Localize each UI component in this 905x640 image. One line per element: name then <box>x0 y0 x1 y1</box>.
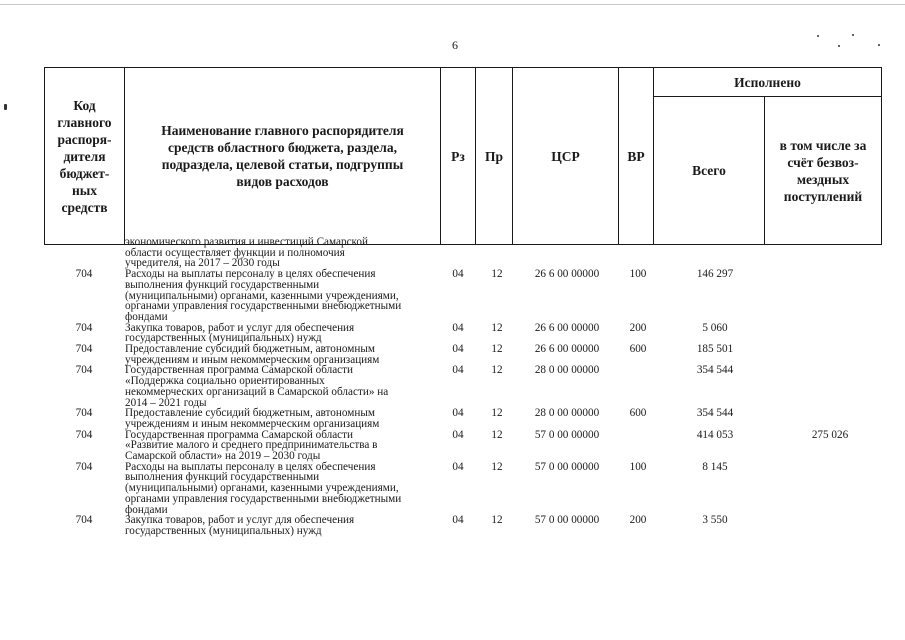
cell-name-line: Государственная программа Самарской области <box>125 364 353 377</box>
cell-code: 704 <box>75 460 93 473</box>
cell-pr: 12 <box>491 428 503 441</box>
page-number: 6 <box>452 38 458 52</box>
scan-speck <box>878 44 880 46</box>
cell-name <box>125 237 443 269</box>
cell-rz: 04 <box>452 343 464 356</box>
cell-name-line: Предоставление субсидий бюджетным, автономным <box>125 343 375 356</box>
cell-name <box>125 430 443 462</box>
cell-code: 704 <box>75 321 93 334</box>
header-incl-free: в том числе за счёт безвоз- мездных поступлений <box>779 137 867 204</box>
header-code: Код главного распоря- дителя бюджет- ных средств <box>57 97 112 215</box>
cell-rz: 04 <box>452 268 464 281</box>
cell-rz: 04 <box>452 428 464 441</box>
cell-total: 5 060 <box>702 321 728 334</box>
cell-csr: 26 6 00 00000 <box>534 321 600 334</box>
cell-name-line: органами управления государственными внебюджетными <box>125 300 402 313</box>
cell-name-line: учредителя, на 2017 – 2030 годы <box>125 257 280 270</box>
cell-rz: 04 <box>452 460 464 473</box>
cell-name-line: «Поддержка социально ориентированных <box>125 375 325 388</box>
table-row <box>0 408 905 429</box>
table-row <box>0 269 905 323</box>
table-row <box>0 344 905 365</box>
cell-code: 704 <box>75 364 93 377</box>
cell-code: 704 <box>75 428 93 441</box>
cell-code: 704 <box>75 343 93 356</box>
cell-vr: 600 <box>629 407 647 420</box>
cell-name-line: Закупка товаров, работ и услуг для обеспечения <box>125 514 355 527</box>
cell-name-line: Расходы на выплаты персоналу в целях обеспечения <box>125 268 376 281</box>
cell-name-line: учреждениям и иным некоммерческим организациям <box>125 353 380 366</box>
cell-name-line: выполнения функций государственными <box>125 278 320 291</box>
cell-total: 146 297 <box>696 268 734 281</box>
header-total: Всего <box>692 163 726 178</box>
cell-name-line: «Развитие малого и среднего предпринимательства в <box>125 439 378 452</box>
cell-vr: 200 <box>629 321 647 334</box>
cell-vr: 200 <box>629 514 647 527</box>
table-row <box>0 462 905 516</box>
table-row <box>0 430 905 462</box>
table-header <box>44 67 882 245</box>
cell-name-line: Предоставление субсидий бюджетным, автономным <box>125 407 375 420</box>
cell-pr: 12 <box>491 460 503 473</box>
cell-rz: 04 <box>452 321 464 334</box>
cell-code: 704 <box>75 514 93 527</box>
header-name: Наименование главного распорядителя средств областного бюджета, раздела, подраздела, целевой статьи, подгруппы видов расходов <box>161 123 404 189</box>
table-row <box>0 323 905 344</box>
cell-name-line: Закупка товаров, работ и услуг для обеспечения <box>125 321 355 334</box>
cell-rz: 04 <box>452 364 464 377</box>
cell-csr: 57 0 00 00000 <box>534 460 600 473</box>
cell-total: 8 145 <box>702 460 728 473</box>
cell-name-line: выполнения функций государственными <box>125 471 320 484</box>
table-row <box>0 365 905 408</box>
cell-pr: 12 <box>491 407 503 420</box>
header-csr: ЦСР <box>551 148 580 164</box>
cell-name-line: государственных (муниципальных) нужд <box>125 332 322 345</box>
cell-total: 414 053 <box>696 428 734 441</box>
cell-total: 354 544 <box>696 407 734 420</box>
cell-name-line: органами управления государственными внебюджетными <box>125 492 402 505</box>
table-row <box>0 515 905 536</box>
scan-speck <box>852 34 854 36</box>
cell-free: 275 026 <box>811 428 849 441</box>
cell-name <box>125 515 443 536</box>
cell-name-line: экономического развития и инвестиций Самарской <box>125 236 368 248</box>
cell-pr: 12 <box>491 321 503 334</box>
cell-name-line: государственных (муниципальных) нужд <box>125 524 322 537</box>
cell-vr: 100 <box>629 268 647 281</box>
cell-name <box>125 269 443 323</box>
cell-name-line: учреждениям и иным некоммерческим организациям <box>125 417 380 430</box>
cell-pr: 12 <box>491 343 503 356</box>
header-rz: Рз <box>451 148 465 164</box>
table-row <box>0 237 905 269</box>
cell-code: 704 <box>75 268 93 281</box>
cell-rz: 04 <box>452 407 464 420</box>
cell-csr: 28 0 00 00000 <box>534 407 600 420</box>
cell-name <box>125 365 443 408</box>
cell-name-line: фондами <box>125 310 168 323</box>
cell-csr: 57 0 00 00000 <box>534 514 600 527</box>
cell-pr: 12 <box>491 268 503 281</box>
cell-name-line: (муниципальными) органами, казенными учреждениями, <box>125 482 399 495</box>
cell-name <box>125 323 443 344</box>
cell-name-line: Расходы на выплаты персоналу в целях обеспечения <box>125 460 376 473</box>
cell-name <box>125 408 443 429</box>
cell-csr: 28 0 00 00000 <box>534 364 600 377</box>
cell-name-line: области осуществляет функции и полномочия <box>125 246 345 259</box>
scan-speck <box>838 45 840 47</box>
cell-csr: 57 0 00 00000 <box>534 428 600 441</box>
cell-vr: 600 <box>629 343 647 356</box>
top-rule <box>0 4 905 5</box>
cell-total: 354 544 <box>696 364 734 377</box>
cell-name-line: фондами <box>125 503 168 516</box>
cell-name-line: Государственная программа Самарской области <box>125 428 353 441</box>
header-executed: Исполнено <box>734 74 801 90</box>
cell-name <box>125 462 443 516</box>
cell-name-line: 2014 – 2021 годы <box>125 396 207 409</box>
cell-name-line: (муниципальными) органами, казенными учреждениями, <box>125 289 399 302</box>
cell-pr: 12 <box>491 514 503 527</box>
table-body <box>0 237 905 537</box>
cell-name <box>125 344 443 365</box>
scan-speck <box>817 35 819 37</box>
cell-vr: 100 <box>629 460 647 473</box>
cell-csr: 26 6 00 00000 <box>534 343 600 356</box>
scan-speck <box>4 104 7 110</box>
cell-total: 185 501 <box>696 343 734 356</box>
cell-total: 3 550 <box>702 514 728 527</box>
header-vr: ВР <box>627 148 645 164</box>
cell-pr: 12 <box>491 364 503 377</box>
cell-code: 704 <box>75 407 93 420</box>
cell-csr: 26 6 00 00000 <box>534 268 600 281</box>
cell-rz: 04 <box>452 514 464 527</box>
cell-name-line: некоммерческих организаций в Самарской области» на <box>125 385 389 398</box>
header-pr: Пр <box>484 148 503 164</box>
cell-name-line: Самарской области» на 2019 – 2030 годы <box>125 450 321 463</box>
